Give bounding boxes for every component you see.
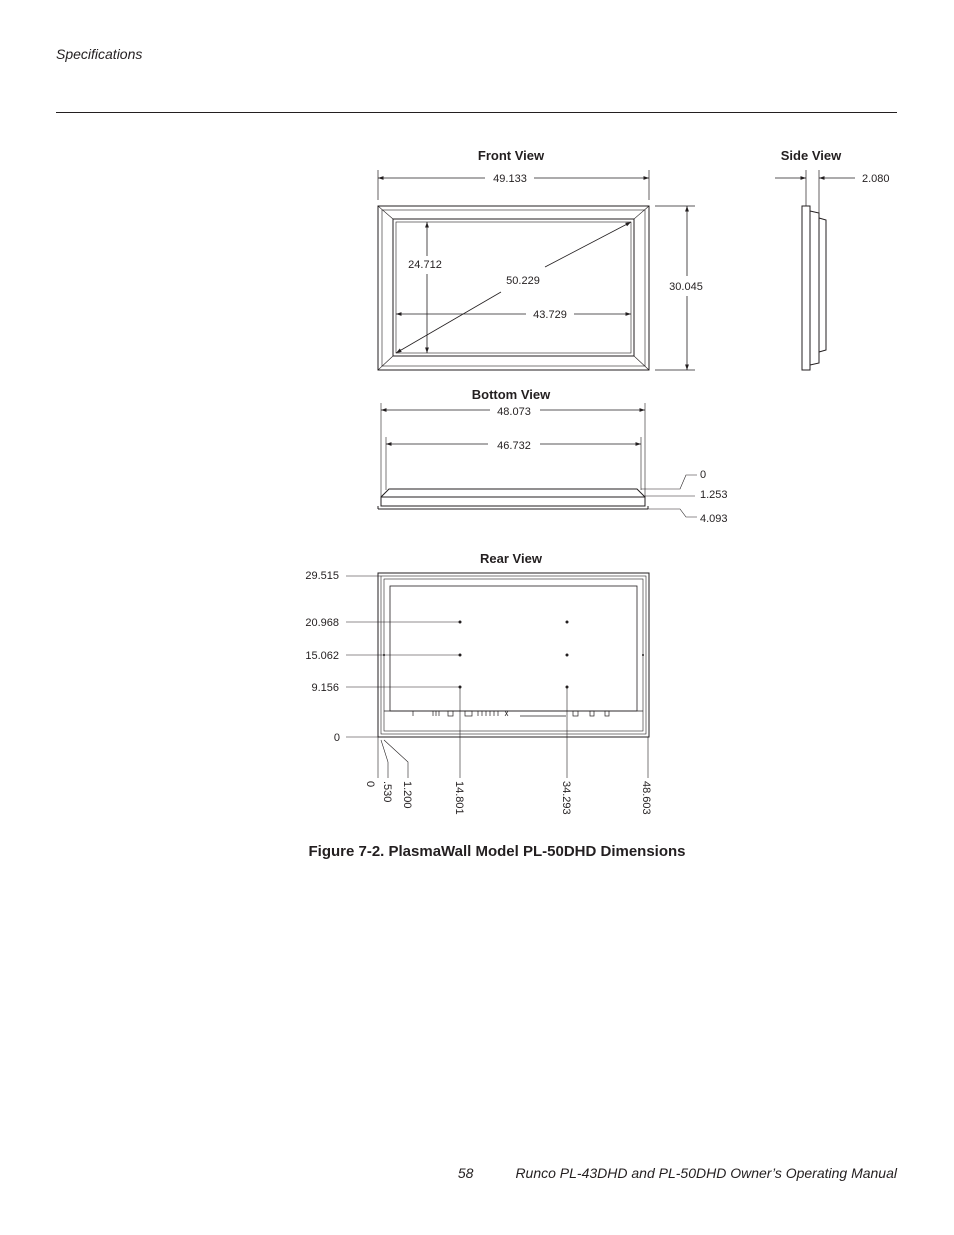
rear-x-label-3: 14.801 [453, 781, 465, 815]
running-header: Specifications [56, 46, 143, 62]
rear-x-label-1: .530 [381, 781, 393, 803]
rear-x-label-2: 1.200 [401, 781, 413, 809]
rear-view-title: Rear View [480, 551, 542, 566]
side-view [775, 170, 855, 370]
bottom-depth-2-label: 4.093 [700, 513, 728, 525]
screen-width-label: 43.729 [533, 309, 567, 321]
bottom-view [378, 403, 697, 517]
front-outer-frame [378, 206, 649, 370]
bottom-inner-width-label: 46.732 [497, 440, 531, 452]
rear-y-label-2: 15.062 [305, 650, 339, 662]
rear-view [346, 573, 649, 778]
rear-y-label-0: 29.515 [305, 570, 339, 582]
bottom-outer-width-label: 48.073 [497, 406, 531, 418]
rear-y-label-1: 20.968 [305, 617, 339, 629]
running-footer [0, 1165, 897, 1181]
side-depth-label: 2.080 [862, 173, 890, 185]
bottom-view-title: Bottom View [471, 387, 551, 402]
screen-height-label: 24.712 [408, 259, 442, 271]
page-number: 58 [457, 1165, 474, 1181]
side-view-title: Side View [780, 148, 842, 163]
diagonal-label: 50.229 [506, 275, 540, 287]
front-overall-height-label: 30.045 [669, 281, 703, 293]
figure-caption: Figure 7-2. PlasmaWall Model PL-50DHD Dimensions [308, 843, 686, 860]
manual-title: Runco PL-43DHD and PL-50DHD Owner’s Operating Manual [515, 1165, 897, 1181]
rear-y-label-3: 9.156 [311, 682, 339, 694]
rear-x-label-4: 34.293 [560, 781, 572, 815]
rear-y-label-4: 0 [333, 732, 340, 744]
mounting-holes [383, 621, 644, 689]
front-view-title: Front View [477, 148, 545, 163]
rear-x-label-5: 48.603 [640, 781, 652, 815]
front-overall-width-label: 49.133 [493, 173, 527, 185]
bottom-depth-1-label: 1.253 [700, 489, 728, 501]
bottom-depth-0-label: 0 [700, 469, 707, 481]
rear-x-label-0: 0 [364, 781, 376, 788]
